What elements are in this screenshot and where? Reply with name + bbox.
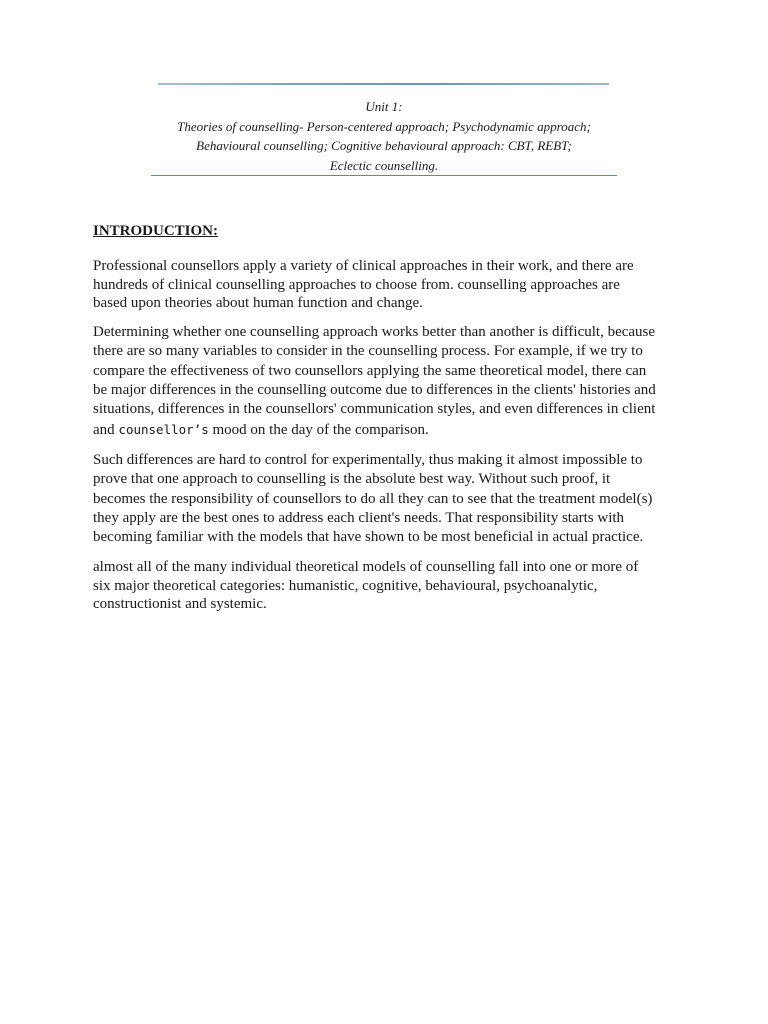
paragraph-categories [93,558,683,613]
section-heading: INTRODUCTION: [93,223,219,239]
paragraph-responsibility [93,451,683,547]
paragraph-line: situations, differences in the counsellors' communication styles, and even differences in client [93,401,656,418]
paragraph-line: they apply are the best ones to address each client's needs. That responsibility starts with [93,509,625,526]
paragraph-line: constructionist and systemic. [93,596,267,613]
paragraph-line: becoming familiar with the models that have shown to be most beneficial in actual practice. [93,529,644,546]
paragraph-line: be major differences in the counselling outcome due to differences in the clients' histories and [93,382,656,399]
paragraph-line: prove that one approach to counselling is the absolute best way. Without such proof, it [93,471,611,488]
text-segment: and [93,421,119,438]
paragraph-line: almost all of the many individual theoretical models of counselling fall into one or more of [93,559,639,576]
paragraph-line: hundreds of clinical counselling approaches to choose from. counselling approaches are [93,276,620,293]
unit-header [140,97,628,175]
paragraph-line: becomes the responsibility of counsellors to do all they can to see that the treatment model(s) [93,490,653,507]
paragraph-line: six major theoretical categories: humanistic, cognitive, behavioural, psychoanalytic, [93,577,598,594]
header-bottom-rule [151,175,617,176]
paragraph-line: Such differences are hard to control for experimentally, thus making it almost impossible to [93,451,643,468]
paragraph-line: there are so many variables to consider in the counselling process. For example, if we try to [93,343,643,360]
paragraph-line: Determining whether one counselling approach works better than another is difficult, because [93,324,656,341]
unit-topics-line: Theories of counselling- Person-centered approach; Psychodynamic approach; [177,118,591,134]
paragraph-line [93,420,683,440]
unit-topics-line: Eclectic counselling. [329,157,439,173]
document-body [93,222,683,613]
paragraph-intro [93,257,683,312]
paragraph-line: based upon theories about human function and change. [93,294,423,311]
header-top-rule [158,83,609,85]
text-segment: mood on the day of the comparison. [208,421,429,438]
paragraph-approach-comparison [93,323,683,440]
paragraph-line: compare the effectiveness of two counsellors applying the same theoretical model, there can [93,362,647,379]
text-segment-mono: counsellor’s [118,421,209,437]
unit-label: Unit 1: [365,99,403,114]
paragraph-line: Professional counsellors apply a variety of clinical approaches in their work, and there are [93,258,634,275]
unit-topics-line: Behavioural counselling; Cognitive behavioural approach: CBT, REBT; [196,138,572,153]
